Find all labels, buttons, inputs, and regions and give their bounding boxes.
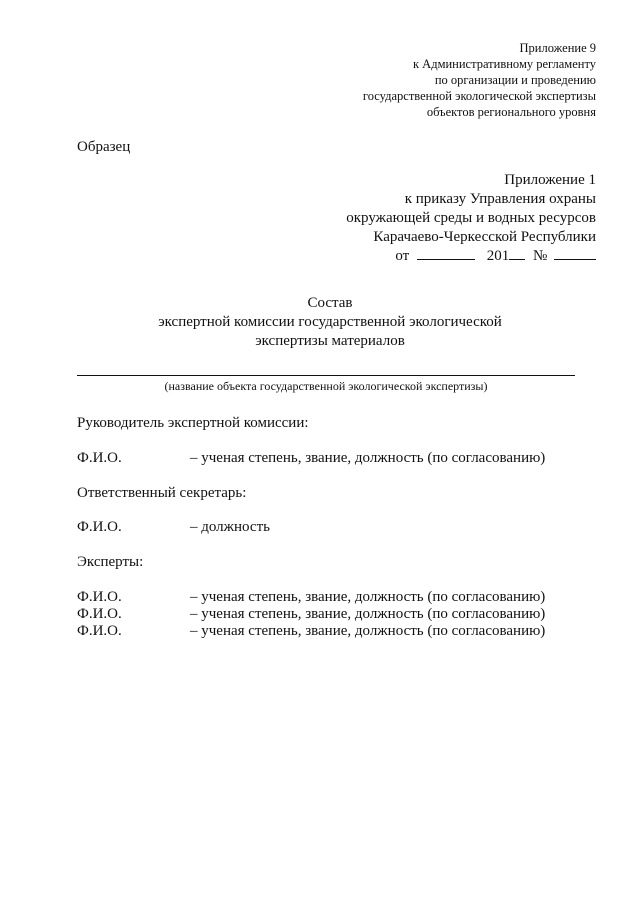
order-attachment-line: окружающей среды и водных ресурсов [346, 210, 596, 226]
number-blank [554, 247, 596, 260]
order-date-line [276, 247, 596, 266]
appendix-header-line: по организации и проведению [434, 73, 596, 87]
person-role: – должность [190, 519, 270, 535]
sample-label: Образец [77, 139, 131, 155]
title-line: Состав [307, 295, 353, 311]
object-name-caption: (название объекта государственной экологической экспертизы) [164, 379, 488, 393]
document-title [100, 294, 560, 351]
appendix-header [296, 40, 596, 120]
title-line: экспертизы материалов [255, 333, 405, 349]
appendix-header-line: государственной экологической экспертизы [362, 89, 596, 103]
commission-head-heading: Руководитель экспертной комиссии: [77, 415, 309, 431]
secretary-heading: Ответственный секретарь: [77, 485, 247, 501]
appendix-header-line: Приложение 9 [519, 41, 596, 55]
person-name: Ф.И.О. [77, 450, 122, 466]
order-attachment-line: к приказу Управления охраны [404, 191, 596, 207]
year-prefix: 201 [486, 248, 510, 264]
date-prefix: от [395, 248, 410, 264]
person-name: Ф.И.О. [77, 623, 122, 639]
order-attachment [276, 171, 596, 266]
person-name: Ф.И.О. [77, 589, 122, 605]
experts-heading: Эксперты: [77, 554, 144, 570]
object-name-blank-line [77, 375, 575, 376]
number-sign: № [532, 248, 548, 264]
person-name: Ф.И.О. [77, 519, 122, 535]
appendix-header-line: объектов регионального уровня [426, 105, 596, 119]
order-attachment-line: Карачаево-Черкесской Республики [373, 229, 596, 245]
person-role: – ученая степень, звание, должность (по согласованию) [190, 606, 546, 622]
date-blank [417, 247, 475, 260]
person-role: – ученая степень, звание, должность (по согласованию) [190, 589, 546, 605]
title-line: экспертной комиссии государственной экологической [158, 314, 502, 330]
order-attachment-line: Приложение 1 [504, 172, 596, 188]
person-role: – ученая степень, звание, должность (по согласованию) [190, 450, 546, 466]
year-blank [509, 247, 525, 260]
appendix-header-line: к Административному регламенту [412, 57, 596, 71]
person-role: – ученая степень, звание, должность (по согласованию) [190, 623, 546, 639]
person-name: Ф.И.О. [77, 606, 122, 622]
